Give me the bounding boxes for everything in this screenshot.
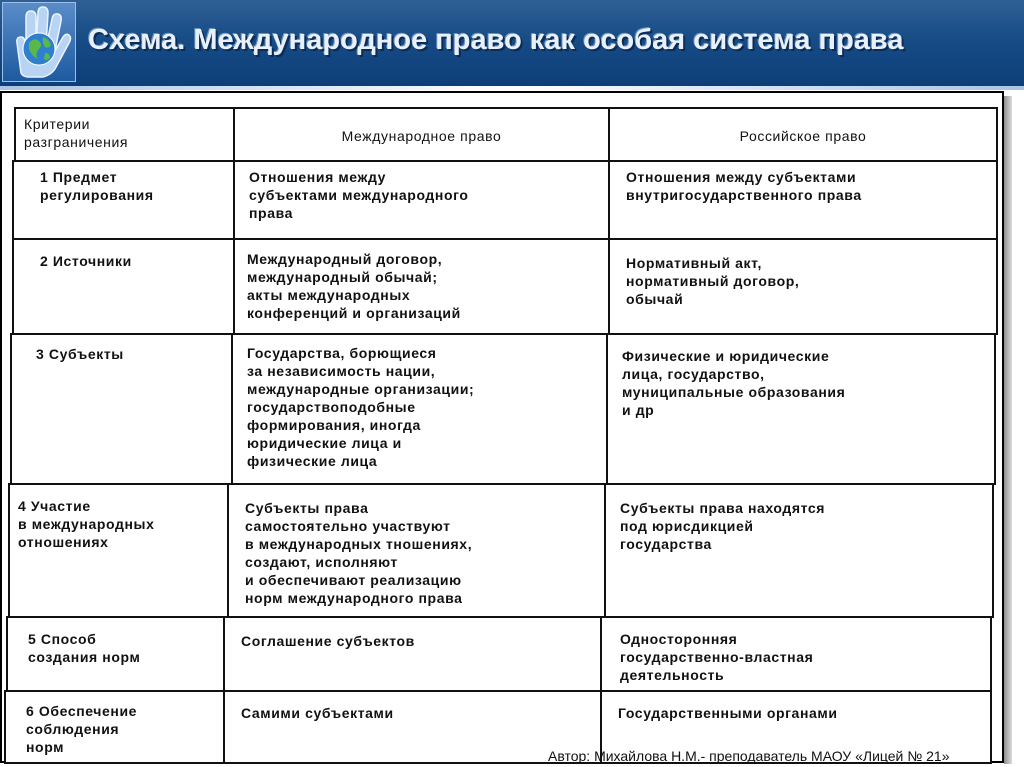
row-2-international: Международный договор, международный обычай; акты международных конференций и организаций: [233, 238, 610, 335]
row-4-russian: Субъекты права находятся под юрисдикцией государства: [604, 483, 994, 618]
row-1-russian: Отношения между субъектами внутригосударственного права: [608, 160, 998, 240]
row-4-criterion: 4 Участие в международных отношениях: [8, 483, 229, 618]
author-footer: Автор: Михайлова Н.М.- преподаватель МАОУ «Лицей № 21»: [548, 748, 950, 764]
row-2-criterion: 2 Источники: [12, 238, 235, 335]
frame-shadow: [1004, 96, 1012, 764]
row-6-criterion: 6 Обеспечение соблюдения норм: [4, 690, 225, 764]
header-criteria: Критерии разграничения: [14, 107, 235, 162]
globe-hand-logo-icon: [2, 2, 76, 82]
row-3-international: Государства, борющиеся за независимость нации, международные организации; государствоподобные формирования, иногда юридические лица и физические лица: [231, 333, 608, 485]
header-russian-law: Российское право: [608, 107, 998, 162]
row-5-russian: Односторонняя государственно-властная деятельность: [600, 616, 992, 692]
page-title: Схема. Международное право как особая система права: [88, 24, 904, 56]
row-6-russian: Государственными органами: [600, 690, 992, 764]
row-6-international: Самими субъектами: [223, 690, 602, 764]
row-3-criterion: 3 Субъекты: [10, 333, 235, 485]
row-2-russian: Нормативный акт, нормативный договор, обычай: [608, 238, 998, 335]
header-international-law: Международное право: [233, 107, 610, 162]
row-1-criterion: 1 Предмет регулирования: [12, 160, 235, 240]
header-divider: [0, 86, 1024, 90]
row-4-international: Субъекты права самостоятельно участвуют в международных тношениях, создают, исполняют и обеспечивают реализацию норм международного права: [227, 483, 606, 618]
row-1-international: Отношения между субъектами международного права: [233, 160, 610, 240]
row-3-russian: Физические и юридические лица, государство, муниципальные образования и др: [606, 333, 996, 485]
row-5-international: Соглашение субъектов: [223, 616, 602, 692]
row-5-criterion: 5 Способ создания норм: [6, 616, 225, 692]
